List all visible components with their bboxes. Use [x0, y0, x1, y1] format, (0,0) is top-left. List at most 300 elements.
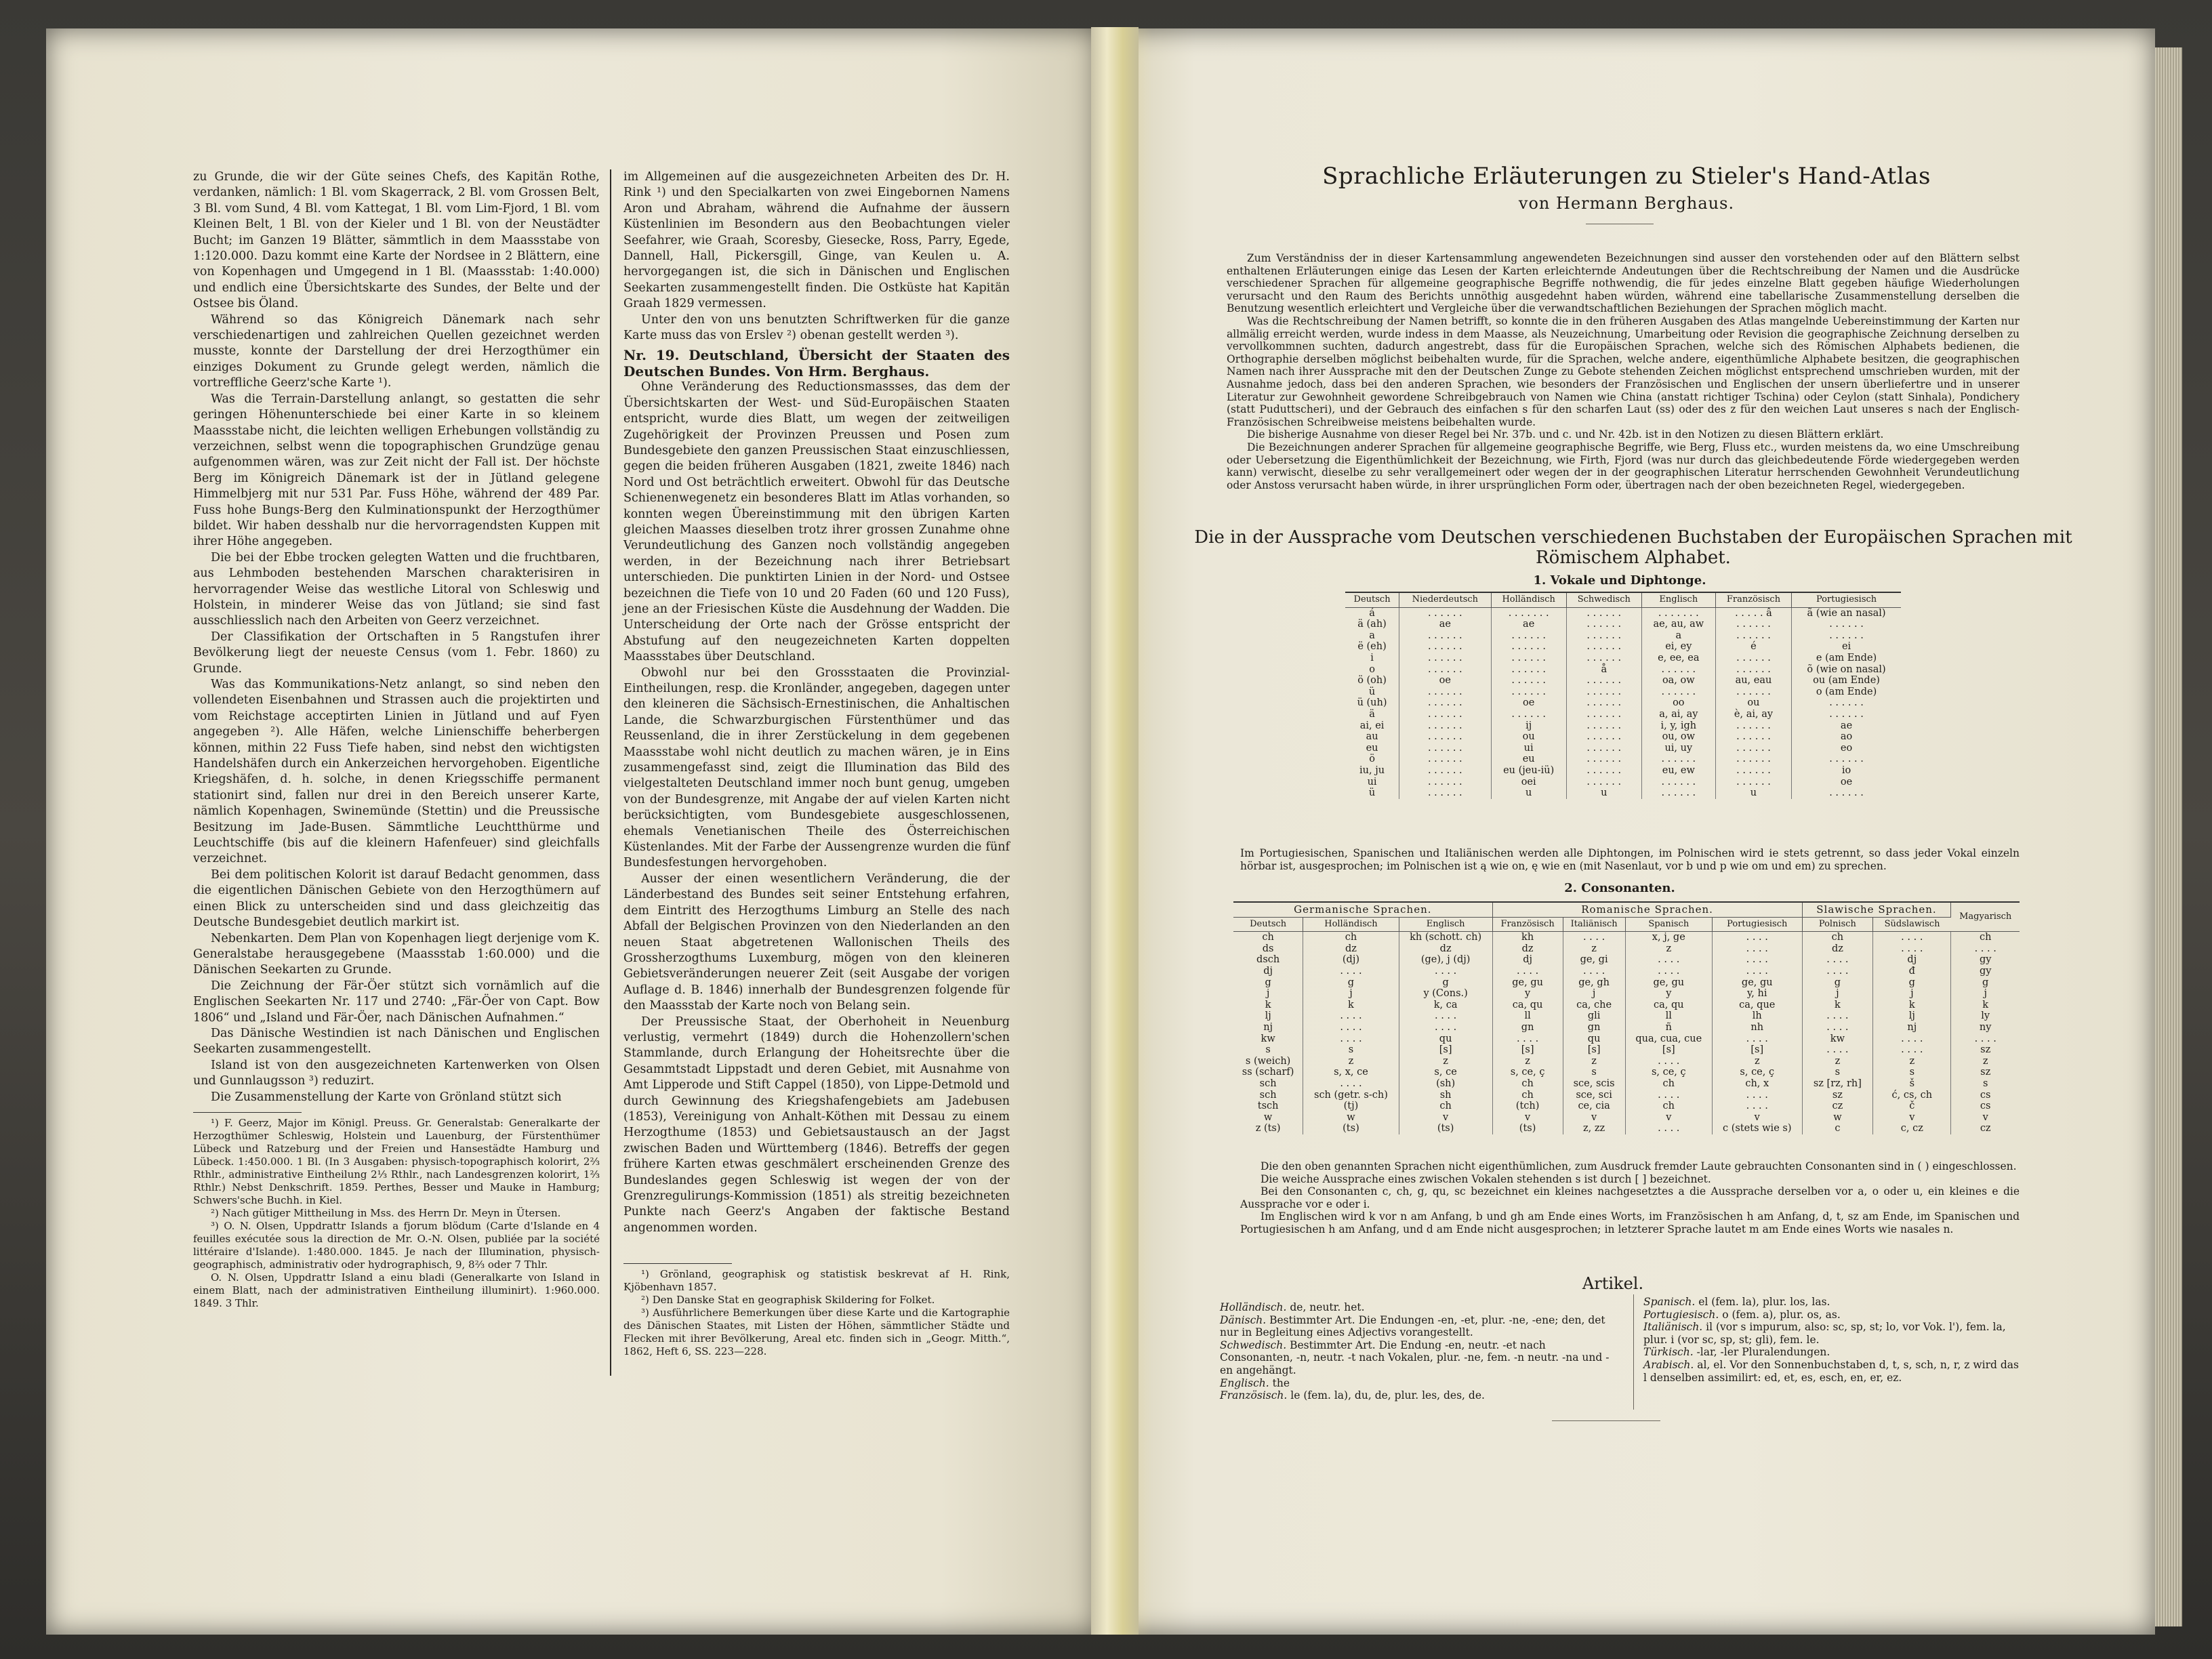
table-cell: [s] [1625, 1044, 1712, 1056]
table-cell: [s] [1712, 1044, 1802, 1056]
artikel-language: Schwedisch. [1220, 1338, 1287, 1351]
table-cell: . . . . [1712, 1101, 1802, 1112]
table-cell: sce, sci [1563, 1090, 1625, 1101]
footnote: ³) O. N. Olsen, Uppdrattr Islands a fjorum blödum (Carte d'Islande en 4 feuilles exécutée sous la direction de Mr. O.-N. Olsen, publiée par la société littéraire d'Islande). 1:480.000. 1845. Je nach der Illumination, physisch-geographisch, administrativ oder hydrographisch, 9, 8⅔ oder 7 Thlr. [193, 1219, 600, 1271]
table-row [1233, 1033, 2020, 1045]
table-cell: ö [1345, 754, 1399, 765]
table-cell: . . . . . . [1399, 687, 1491, 698]
table-cell: . . . . [1873, 1044, 1951, 1056]
table-cell: . . . . . . [1399, 787, 1491, 799]
table-cell: y [1625, 988, 1712, 1000]
table-cell: s, ce, ç [1625, 1067, 1712, 1078]
table-cell: ch [1303, 932, 1399, 943]
table-cell: ü (uh) [1345, 697, 1399, 709]
table-row [1233, 1078, 2020, 1090]
table-cell: eu, ew [1641, 765, 1715, 777]
table-row [1233, 943, 2020, 955]
paragraph: Die Zusammenstellung der Karte von Grönland stützt sich [211, 1090, 562, 1104]
table-cell: z, zz [1563, 1123, 1625, 1134]
table-cell: iu, ju [1345, 765, 1399, 777]
table-cell: qu [1399, 1033, 1492, 1045]
table-cell: o [1345, 664, 1399, 676]
column-header: Englisch [1399, 917, 1492, 932]
paragraph: Nebenkarten. Dem Plan von Kopenhagen liegt derjenige vom K. Generalstabe herausgegebene (Maassstab 1:60.000) und die Dänischen Seekarten zu Grunde. [193, 931, 600, 977]
table-cell: . . . . [1625, 1056, 1712, 1067]
column-header: Deutsch [1233, 917, 1303, 932]
table-cell: . . . . . . . [1641, 607, 1715, 619]
table-cell: . . . . [1303, 1010, 1399, 1022]
table-cell: kh (schott. ch) [1399, 932, 1492, 943]
artikel-language: Dänisch. [1220, 1313, 1267, 1326]
table-row [1233, 1000, 2020, 1011]
table-cell: ge, gi [1563, 954, 1625, 966]
table-cell: . . . . . . [1491, 664, 1566, 676]
table-cell: . . . . . . [1491, 675, 1566, 687]
paragraph: im Allgemeinen auf die ausgezeichneten Arbeiten des Dr. H. Rink ¹) und den Specialkarten von zwei Eingebornen Namens Aron und Abraham, während die Aufnahme der äussern Küstenlinien im Besondern aus den Beobachtungen vieler Seefahrer, wie Graah, Scoresby, Giesecke, Ross, Parry, Egede, Dannell, Hall, Pickersgill, Ginge, van Keulen u. A. hervorgegangen ist, die sich in Dänischen und Englischen Seekarten zusammengestellt finden. Die Ostküste hat Kapitän Graah 1829 vermessen. [623, 170, 1010, 311]
footnote-rule [623, 1263, 732, 1264]
table-cell: . . . . [1802, 1044, 1873, 1056]
table-cell: sch [1233, 1090, 1303, 1101]
group-header: Germanische Sprachen. [1233, 902, 1492, 917]
table-cell: . . . . . . [1566, 743, 1641, 754]
artikel-language: Portugiesisch. [1643, 1308, 1719, 1321]
table-cell: ce, cia [1563, 1101, 1625, 1112]
column-header: Spanisch [1625, 917, 1712, 932]
table-cell: g [1399, 977, 1492, 989]
table-cell: sz [rz, rh] [1802, 1078, 1873, 1090]
table-cell: . . . . . . [1566, 720, 1641, 732]
footnote: O. N. Olsen, Uppdrattr Island a einu bladi (Generalkarte von Island in einem Blatt, nach der administrativen Eintheilung illuminirt). 1:960.000. 1849. 3 Thlr. [193, 1271, 600, 1309]
table-row [1233, 988, 2020, 1000]
table-cell: . . . . . . [1566, 697, 1641, 709]
table-cell: (ge), j (dj) [1399, 954, 1492, 966]
table-cell: v [1873, 1112, 1951, 1124]
artikel-entry [1643, 1296, 2023, 1309]
paragraph: Ausser der einen wesentlichern Veränderung, die der Länderbestand des Bundes seit seiner Entstehung erfahren, dem Eintritt des Herzogthums Limburg an Stelle des nach Abfall der Belgischen Provinzen von den Niederlanden an den neuen Staat abgetretenen Wallonischen Theils des Grossherzogthums Luxemburg, mögen von den kleineren Gebietsveränderungen neuerer Zeit (seit Ausgabe der vorigen Auflage d. B. 1846) innerhalb der Bundesgrenzen folgende für den Maassstab der Karte noch von Belang sein. [623, 872, 1010, 1013]
table-cell: nh [1712, 1022, 1802, 1033]
artikel-language: Spanisch. [1643, 1296, 1696, 1308]
table-cell: dz [1303, 943, 1399, 955]
artikel-text: al, el. Vor den Sonnenbuchstaben d, t, s, sch, n, r, z wird das l denselben assimilirt: ed, et, es, esch, en, er, ez. [1643, 1358, 2019, 1384]
table-cell: v [1625, 1112, 1712, 1124]
table-cell: y [1492, 988, 1563, 1000]
table-cell: dsch [1233, 954, 1303, 966]
table-row [1345, 709, 1901, 720]
table-cell: . . . . . . [1566, 653, 1641, 664]
table-cell: . . . . . . [1399, 641, 1491, 653]
table-cell: . . . . . . [1641, 664, 1715, 676]
table-cell: ü [1345, 787, 1399, 799]
table-cell: qu [1563, 1033, 1625, 1045]
artikel-text: le (fem. la), du, de, plur. les, des, de. [1287, 1389, 1485, 1402]
table-cell: ch [1492, 1090, 1563, 1101]
table-cell: ge, gu [1712, 977, 1802, 989]
page-title: Sprachliche Erläuterungen zu Stieler's Hand-Atlas [1322, 163, 1931, 190]
table-cell: . . . . [1625, 1090, 1712, 1101]
artikel-language: Italiänisch. [1643, 1321, 1703, 1334]
footnote-rule [193, 1112, 302, 1113]
table-cell: gn [1492, 1022, 1563, 1033]
paragraph: Was die Terrain-Darstellung anlangt, so gestatten die sehr geringen Höhenunterschiede bei einer Karte in so kleinem Maassstabe nicht, die leichten welligen Erhebungen vollständig zu verzeichnen, selbst wenn die topographischen Grundzüge genau aufgenommen wären, was zur Zeit nicht der Fall ist. Der höchste Berg im Königreich Dänemark ist der in Jütland gelegene Himmelbjerg mit nur 531 Par. Fuss Höhe, während der 489 Par. Fuss hohe Bungs-Berg den Kulminationspunkt der Herzogthümer bildet. Wir haben desshalb nur die hervorragendsten Kuppen mit ihrer Höhe angegeben. [193, 392, 600, 549]
table-cell: (ts) [1399, 1123, 1492, 1134]
table-cell: au, eau [1715, 675, 1791, 687]
page-edges [2155, 47, 2182, 1626]
group-header: Romanische Sprachen. [1492, 902, 1802, 917]
table-cell: ai, ei [1345, 720, 1399, 732]
table-cell: . . . . . . [1399, 777, 1491, 788]
table-cell: k [1982, 999, 1989, 1010]
footnote: ¹) Grönland, geographisk og statistisk beskrevat af H. Rink, Kjöbenhavn 1857. [623, 1268, 1010, 1294]
table-cell: . . . . . . [1641, 787, 1715, 799]
table-cell: oa, ow [1641, 675, 1715, 687]
table-cell: . . . . . . [1399, 630, 1491, 642]
table-cell: s [1563, 1067, 1625, 1078]
table-cell: z [1399, 1056, 1492, 1067]
table-cell: . . . . . . [1829, 708, 1864, 720]
column-header: Magyarisch [1951, 902, 2020, 932]
note-line: Im Englischen wird k vor n am Anfang, b und gh am Ende eines Worts, im Französischen h am Anfang, d, t, sz am Ende, im Spanischen und Portugiesischen h am Anfang, und d am Ende nicht ausgesprochen; in letzterer Sprache lautet m am Ende eines Worts wie nasales n. [1240, 1210, 2020, 1235]
table-cell: . . . . . . [1491, 687, 1566, 698]
table-cell: . . . . . . [1399, 754, 1491, 765]
table-row [1233, 954, 2020, 966]
table-cell: v [1982, 1111, 1988, 1123]
paragraph: Das Dänische Westindien ist nach Dänischen und Englischen Seekarten zusammengestellt. [193, 1026, 600, 1057]
table-row [1345, 720, 1901, 732]
table-cell: č [1873, 1101, 1951, 1112]
artikel-language: Französisch. [1220, 1389, 1288, 1402]
table-row [1345, 619, 1901, 630]
table-cell: ch [1979, 932, 1992, 943]
paragraph: Während so das Königreich Dänemark nach sehr verschiedenartigen und zahlreichen Quellen gezeichnet werden musste, konnte der Darstellung der drei Herzogthümer ein einziges Dokument zu Grunde gelegt werden, nämlich die vortreffliche Geerz'sche Karte ¹). [193, 312, 600, 390]
table-cell: c, cz [1873, 1123, 1951, 1134]
table-cell: . . . . . . [1715, 653, 1791, 664]
note-line: Bei den Consonanten c, ch, g, qu, sc bezeichnet ein kleines nachgesetztes a die Aussprache derselben vor a, o oder u, ein kleines e die Aussprache vor e oder i. [1240, 1185, 2020, 1210]
note-line: Die den oben genannten Sprachen nicht eigenthümlichen, zum Ausdruck fremder Laute gebrauchten Consonanten sind in ( ) eingeschlossen. [1261, 1160, 2017, 1172]
table-cell: z [1563, 1056, 1625, 1067]
table-cell: z [1982, 1055, 1988, 1067]
table-cell: eu [1491, 754, 1566, 765]
table-row [1233, 1112, 2020, 1124]
table-cell: . . . . . . [1715, 720, 1791, 732]
table-cell: ly [1981, 1010, 1990, 1022]
table-cell: sh [1399, 1090, 1492, 1101]
table-cell: (ts) [1492, 1123, 1563, 1134]
table-cell: s [1873, 1067, 1951, 1078]
table-cell: . . . . . . [1399, 731, 1491, 743]
table-header-row [1345, 592, 1901, 607]
table-row [1233, 1022, 2020, 1033]
artikel-text: Bestimmter Art. Die Endungen -en, -et, plur. -ne, -ene; den, det nur in Begleitung eines Adjectivs vorangestellt. [1220, 1313, 1605, 1339]
paragraph: Bei dem politischen Kolorit ist darauf Bedacht genommen, dass die eigentlichen Dänischen Gebiete von den Herzogthümern auf einen Blick zu unterscheiden sind und dass gleichzeitig das Deutsche Bundesgebiet deutlich markirt ist. [193, 867, 600, 930]
paragraph: Island ist von den ausgezeichneten Kartenwerken von Olsen und Gunnlaugsson ³) reduzirt. [193, 1058, 600, 1088]
table-cell: . . . . . . [1491, 653, 1566, 664]
table-cell: ij [1491, 720, 1566, 732]
table-cell: ui [1491, 743, 1566, 754]
table-cell: ge, gh [1563, 977, 1625, 989]
table-cell: . . . . . . [1829, 754, 1864, 765]
table-cell: [s] [1492, 1044, 1563, 1056]
artikel-entry [1220, 1389, 1620, 1402]
table-cell: u [1715, 787, 1791, 799]
footnote: ¹) F. Geerz, Major im Königl. Preuss. Gr. Generalstab: Generalkarte der Herzogthümer Schleswig, Holstein und Lauenburg, der Fürstenthümer Lübeck und Ratzeburg und der Freien und Hansestädte Hamburg und Lübeck. 1:450.000. 1 Bl. (In 3 Ausgaben: physisch-topographisch kolorirt, 2⅔ Rthlr., administrative Eintheilung 2⅓ Rthlr., nach Landesgrenzen kolorirt, 1⅔ Rthlr.) Nebst Denkschrift. 1859. Perthes, Besser und Mauke in Hamburg; Schwers'sche Buchh. in Kiel. [193, 1116, 600, 1206]
table-cell: eu (jeu-iü) [1491, 765, 1566, 777]
table-row [1345, 731, 1901, 743]
paragraph: Zum Verständniss der in dieser Kartensammlung angewendeten Bezeichnungen sind ausser den vorstehenden oder auf den Blättern selbst enthaltenen Erläuterungen einige das Lesen der Karten erleichternde Andeutungen über die Rechtschreibung der Namen und die Ausdrücke verschiedener Sprachen für allgemeine geographische Begriffe nothwendig, die für jedes einzelne Blatt gegeben häufige Wiederholungen verursacht und den Raum des Berichts unnöthig ausgedehnt haben würden, während eine tabellarische Zusammenstellung derselben die Benutzung wesentlich erleichtert und Vergleiche über die verwandtschaftlichen Beziehungen der Sprachen möglich macht. [1227, 252, 2020, 315]
table-cell: . . . . . . [1399, 765, 1491, 777]
table-cell: s [1982, 1078, 1988, 1089]
table-cell: . . . . [1399, 1022, 1492, 1033]
table-cell: . . . . . . [1566, 765, 1641, 777]
artikel-text: el (fem. la), plur. los, las. [1695, 1296, 1830, 1308]
artikel-entry [1220, 1377, 1620, 1390]
table-cell: lj [1873, 1010, 1951, 1022]
column-header: Französisch [1715, 592, 1791, 607]
artikel-entry [1643, 1321, 2023, 1346]
table-cell: kw [1802, 1033, 1873, 1045]
table-row [1345, 777, 1901, 788]
table-row [1345, 630, 1901, 642]
table-row [1233, 1067, 2020, 1078]
end-rule [1552, 1420, 1660, 1421]
table-cell: ca, que [1712, 1000, 1802, 1011]
table-cell: . . . . [1625, 966, 1712, 977]
table-cell: ca, qu [1625, 1000, 1712, 1011]
table-cell: . . . . . . [1566, 675, 1641, 687]
table-cell: gy [1979, 954, 1992, 966]
paragraph: Was das Kommunikations-Netz anlangt, so sind neben den vollendeten Eisenbahnen und Strassen auch die projektirten und vom Reichstage acceptirten Linien in Jütland und auf Fyen angegeben ²). Alle Häfen, welche Linienschiffe beherbergen können, mithin 22 Fuss Tiefe haben, sind nebst den wichtigsten Handelshäfen durch ein Ankerzeichen hervorgehoben. Eigentliche Kriegshäfen, d. h. solche, in denen Kriegsschiffe permanent stationirt sind, fallen nur drei in den Bereich unserer Karte, nämlich Kopenhagen, Swinemünde (Stettin) und die Preussische Besitzung im Jade-Busen. Sämmtliche Leuchtthürme und Leuchtschiffe (bis auf die kleinern Hafenfeuer) sind gleichfalls verzeichnet. [193, 678, 600, 866]
table-cell: s (weich) [1233, 1056, 1303, 1067]
table-row [1233, 1101, 2020, 1112]
group-header-row [1233, 902, 2020, 917]
table-cell: ss (scharf) [1233, 1067, 1303, 1078]
table-cell: j [1873, 988, 1951, 1000]
table-cell: (dj) [1303, 954, 1399, 966]
table-cell: s [1233, 1044, 1303, 1056]
consonanten-table [1233, 901, 2020, 1134]
table-cell: . . . . . . [1715, 630, 1791, 642]
table-cell: . . . . [1303, 1033, 1399, 1045]
table-cell: . . . . . . [1566, 641, 1641, 653]
table-row [1233, 966, 2020, 977]
table-header-row [1233, 917, 2020, 932]
table-cell: a, ai, ay [1641, 709, 1715, 720]
table-cell: . . . . . . [1829, 697, 1864, 709]
table-cell: . . . . [1563, 932, 1625, 943]
table-cell: s, ce, ç [1712, 1067, 1802, 1078]
table-cell: dz [1399, 943, 1492, 955]
table-cell: cz [1802, 1101, 1873, 1112]
table-cell: . . . . [1802, 1022, 1873, 1033]
left-column-1 [193, 169, 600, 1310]
table-cell: ao [1840, 731, 1853, 743]
table-cell: j [1984, 988, 1987, 1000]
table-cell: õ (wie on nasal) [1807, 663, 1886, 675]
table-cell: ä (ah) [1345, 619, 1399, 630]
paragraph: Ohne Veränderung des Reductionsmassses, das dem der Übersichtskarten der West- und Süd-Europäischen Staaten entspricht, wurde dies Blatt, um wegen der zeitweiligen Zugehörigkeit der Provinzen Preussen und Posen zum Bundesgebiete den ganzen Preussischen Staat einzuschliessen, gegen die beiden früheren Ausgaben (1821, zweite 1846) nach Nord und Ost beträchtlich erweitert. Obwohl für das Deutsche Schienenwegenetz ein besonderes Blatt im Atlas vorhanden, so konnten wegen Übereinstimmung mit den übrigen Karten gleichen Maasses dieselben trotz ihrer grossen Zunahme ohne Verundeutlichung des Ganzen noch vollständig angegeben werden, in der Bezeichnung nach ihrer Betriebsart unterschieden. Die punktirten Linien in der Nord- und Ostsee bezeichnen die Tiefe von 10 und 20 Faden (60 und 120 Fuss), jene an der Friesischen Küste die Ausdehnung der Wadden. Die Unterscheidung der Orte nach der Grösse entspricht der Abstufung auf den neugezeichneten Karten doppelten Maassstabes über Deutschland. [623, 380, 1010, 664]
table-cell: ny [1979, 1021, 1992, 1033]
table-cell: . . . . . . [1715, 619, 1791, 630]
table-cell: ae [1840, 720, 1853, 731]
table-cell: dj [1492, 954, 1563, 966]
table-cell: s, ce [1399, 1067, 1492, 1078]
table-cell: . . . . . . [1715, 664, 1791, 676]
section-heading-nr19: Nr. 19. Deutschland, Übersicht der Staaten des Deutschen Bundes. Von Hrm. Berghaus. [623, 347, 1010, 380]
table-cell: v [1492, 1112, 1563, 1124]
footnote: ³) Ausführlichere Bemerkungen über diese Karte und die Kartographie des Dänischen Staates, mit Listen der Höhen, sämmtlicher Städte und Flecken mit ihrer Bevölkerung, Areal etc. finden sich in „Geogr. Mitth.“, 1862, Heft 6, SS. 223—228. [623, 1307, 1010, 1358]
table-cell: eo [1840, 742, 1853, 754]
table-cell: sch (getr. s-ch) [1303, 1090, 1399, 1101]
table-row [1345, 653, 1901, 664]
paragraph: Unter den von uns benutzten Schriftwerken für die ganze Karte muss das von Erslev ²) obenan gestellt werden ³). [623, 312, 1010, 343]
table-cell: j [1303, 988, 1399, 1000]
table-cell: . . . . . . [1566, 709, 1641, 720]
table-cell: sz [1802, 1090, 1873, 1101]
table-cell: ca, qu [1492, 1000, 1563, 1011]
column-divider [610, 169, 611, 1376]
artikel-entry [1220, 1339, 1620, 1377]
artikel-entry [1643, 1346, 2023, 1359]
table-cell: u [1491, 787, 1566, 799]
table-cell: ds [1233, 943, 1303, 955]
consonanten-heading: 2. Consonanten. [1564, 881, 1675, 895]
table-cell: sz [1980, 1067, 1991, 1078]
table-cell: cs [1980, 1101, 1991, 1112]
table-cell: è, ai, ay [1715, 709, 1791, 720]
table-row [1233, 932, 2020, 943]
artikel-divider [1633, 1294, 1634, 1410]
table-cell: å [1566, 664, 1641, 676]
column-header: Schwedisch [1566, 592, 1641, 607]
artikel-entry [1643, 1359, 2023, 1384]
vokale-note: Im Portugiesischen, Spanischen und Italiänischen werden alle Diphtongen, im Polnischen wird ie stets getrennt, so dass jeder Vokal einzeln hörbar ist, ausgesprochen; im Polnischen ist ą wie on, ę wie en (mit Nasenlaut, vor b und p wie om und em) zu sprechen. [1240, 847, 2020, 872]
artikel-language: Englisch. [1220, 1376, 1269, 1389]
table-cell: ch [1233, 932, 1303, 943]
table-cell: ae, au, aw [1641, 619, 1715, 630]
table-cell: . . . . . . [1715, 777, 1791, 788]
group-header: Slawische Sprachen. [1802, 902, 1951, 917]
table-cell: i [1345, 653, 1399, 664]
artikel-text: Bestimmter Art. Die Endung -en, neutr. -et nach Consonanten, -n, neutr. -t nach Vokalen, plur. -ne, fem. -n neutr. -na und -en angehängt. [1220, 1338, 1610, 1376]
table-cell: . . . . [1712, 954, 1802, 966]
table-cell: g [1303, 977, 1399, 989]
table-cell: ou (am Ende) [1813, 675, 1880, 687]
table-cell: . . . . . . [1399, 664, 1491, 676]
table-cell: . . . . . . [1491, 630, 1566, 642]
table-cell: a [1641, 630, 1715, 642]
table-cell: cz [1980, 1123, 1991, 1134]
table-cell: ui [1345, 777, 1399, 788]
table-cell: qua, cua, cue [1625, 1033, 1712, 1045]
table-cell: . . . . . . [1399, 720, 1491, 732]
table-cell: v [1399, 1112, 1492, 1124]
table-cell: . . . . . . [1399, 607, 1491, 619]
table-cell: . . . . [1625, 954, 1712, 966]
table-cell: . . . . . . [1715, 754, 1791, 765]
table-cell: z [1625, 943, 1712, 955]
table-row [1345, 664, 1901, 676]
table-cell: . . . . [1802, 1010, 1873, 1022]
artikel-text: il (vor s impurum, also: sc, sp, st; lo, vor Vok. l'), fem. la, plur. i (vor sc, sp, st; gli), fem. le. [1643, 1321, 2006, 1346]
table-row [1345, 607, 1901, 619]
table-cell: ch [1802, 932, 1873, 943]
artikel-entry [1643, 1309, 2023, 1322]
table-cell: . . . . . . [1399, 697, 1491, 709]
table-cell: gn [1563, 1022, 1625, 1033]
table-cell: . . . . . . [1399, 653, 1491, 664]
table-cell: oe [1399, 675, 1491, 687]
table-cell: . . . . . . [1566, 687, 1641, 698]
artikel-language: Holländisch. [1220, 1301, 1287, 1313]
table-cell: đ [1873, 966, 1951, 977]
table-cell: . . . . . . [1641, 687, 1715, 698]
column-header: Englisch [1641, 592, 1715, 607]
table-row [1345, 697, 1901, 709]
table-row [1345, 687, 1901, 698]
paragraph: Die Zeichnung der Fär-Öer stützt sich vornämlich auf die Englischen Seekarten Nr. 117 und 2740: „Fär-Öer von Capt. Bow 1806“ und „Island und Fär-Öer, nach Dänischen Aufnahmen.“ [193, 979, 600, 1025]
note-line: Die weiche Aussprache eines zwischen Vokalen stehenden s ist durch [ ] bezeichnet. [1261, 1172, 1711, 1185]
table-cell: [s] [1399, 1044, 1492, 1056]
table-row [1233, 1010, 2020, 1022]
footnote: ²) Den Danske Stat en geographisk Skildering for Folket. [641, 1294, 935, 1307]
table-cell: z [1712, 1056, 1802, 1067]
table-cell: ei, ey [1641, 641, 1715, 653]
table-row [1233, 977, 2020, 989]
table-cell: . . . . [1303, 1078, 1399, 1090]
table-cell: ge, gu [1492, 977, 1563, 989]
table-cell: [s] [1563, 1044, 1625, 1056]
table-cell: z [1303, 1056, 1399, 1067]
table-cell: y, hi [1712, 988, 1802, 1000]
column-header: Portugiesisch [1792, 592, 1901, 607]
table-cell: . . . . [1712, 1033, 1802, 1045]
artikel-language: Türkisch. [1643, 1346, 1694, 1359]
table-cell: eu [1345, 743, 1399, 754]
table-cell: ch [1492, 1078, 1563, 1090]
column-header: Südslawisch [1873, 917, 1951, 932]
paragraph: Was die Rechtschreibung der Namen betrifft, so konnte die in den früheren Ausgaben des Atlas mangelnde Uebereinstimmung der Karten nur allmälig erreicht werden, wurde indess in dem Maasse, als Neuzeichnung, Umarbeitung oder Revision die geographische Zeichnung derselben zu vervollkommnen suchten, dadurch angestrebt, dass für die Europäischen Sprachen, welche sich des Römischen Alphabets bedienen, die Orthographie derselben möglichst beibehalten wurde, für die Sprachen, welche andere, eigenthümliche Alphabete besitzen, die geographischen Namen nach ihrer Aussprache mit den der Deutschen Zunge zu Gebote stehenden Zeichen möglichst entsprechend umschrieben wurden, mit der Ausnahme jedoch, dass bei den anderen Sprachen, wie besonders der Französischen und Englischen der unsern überliefertre und in unserer Literatur zur Gewohnheit gewordene Schreibgebrauch von Namen wie China (anstatt richtiger Tschina) oder Ceylon (statt Sinhala), Pondichery (statt Puduttscheri), und der Gebrauch des einfachen s für den scharfen Laut (ss) oder des z für den weichen Laut unseres s nach der Englisch-Französischen Schreibweise meistens beibehalten wurde. [1227, 314, 2020, 428]
table-cell: ae [1399, 619, 1491, 630]
table-cell: . . . . . . [1491, 641, 1566, 653]
table-cell: s [1802, 1067, 1873, 1078]
table-cell: oe [1491, 697, 1566, 709]
paragraph: Obwohl nur bei den Grossstaaten die Provinzial-Eintheilungen, resp. die Kronländer, angegeben, dagegen unter den kleineren die Sächsisch-Ernestinischen, die Anhaltischen Lande, die Schwarzburgischen Fürstenthümer und das Reussenland, die in ihrer Zerstückelung in dem gegebenen Maassstabe wohl nicht deutlich zu machen wären, je in Eins zusammengefasst sind, zeigt die Illumination das Bild des vielgestalteten Deutschland immer noch bunt genug, umgeben von der Bundesgrenze, mit Angabe der auf vielen Karten nicht berücksichtigten, vom Bundesgebiete ausgeschlossenen, ehemals Venetianischen Theile des Österreichischen Küstenlandes. Mit der Farbe der Aussengrenze wurden die fünf Bundesfestungen hervorgehoben. [623, 665, 1010, 870]
table-cell: ou [1715, 697, 1791, 709]
table-cell: gy [1979, 965, 1992, 977]
table-cell: . . . . . . [1829, 630, 1864, 641]
table-cell: ui, uy [1641, 743, 1715, 754]
column-header: Französisch [1492, 917, 1563, 932]
table-cell: dj [1233, 966, 1303, 977]
table-cell: nj [1233, 1022, 1303, 1033]
table-cell: . . . . [1303, 1022, 1399, 1033]
table-cell: . . . . [1974, 943, 1996, 954]
column-header: Portugiesisch [1712, 917, 1802, 932]
table-cell: k [1802, 1000, 1873, 1011]
table-cell: (tch) [1492, 1101, 1563, 1112]
table-cell: . . . . . . [1566, 754, 1641, 765]
table-cell: . . . . . â [1715, 607, 1791, 619]
table-cell: g [1873, 977, 1951, 989]
column-header: Niederdeutsch [1399, 592, 1491, 607]
table-cell: k [1303, 1000, 1399, 1011]
table-cell: dz [1802, 943, 1873, 955]
table-cell: . . . . [1873, 1033, 1951, 1045]
table-cell: z [1802, 1056, 1873, 1067]
paragraph: Die bei der Ebbe trocken gelegten Watten und die fruchtbaren, aus Lehmboden bestehenden Marschen charakterisiren in hervorragender Weise das westliche Litoral von Schleswig und Holstein, in minderer Weise das von Jütland; sie sind fast ausschliesslich nach den Arbeiten von Geerz verzeichnet. [193, 550, 600, 628]
table-cell: á [1345, 607, 1399, 619]
table-cell: ge, gu [1625, 977, 1712, 989]
table-cell: tsch [1233, 1101, 1303, 1112]
